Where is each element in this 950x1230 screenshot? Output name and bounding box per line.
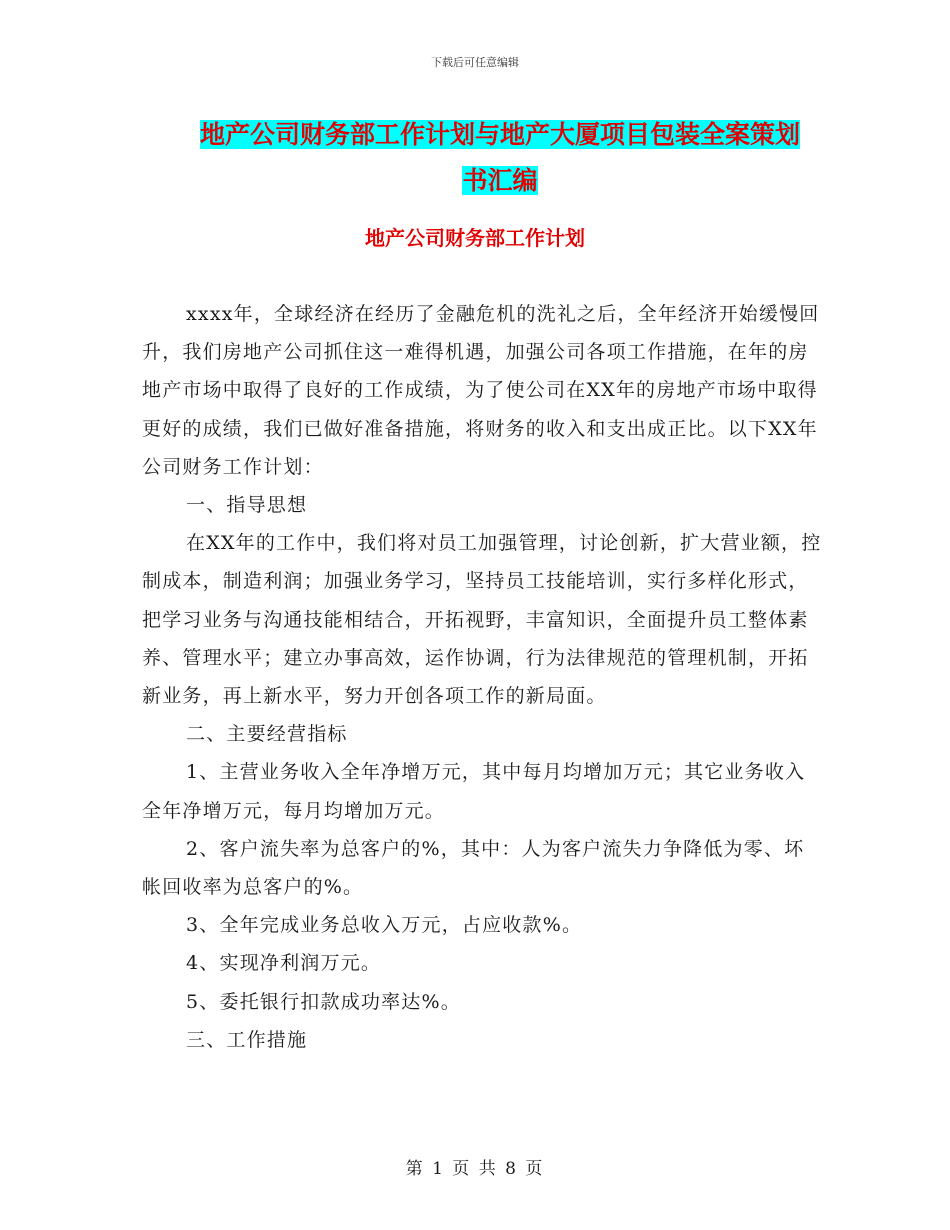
intro-paragraph: xxxx年，全球经济在经历了金融危机的洗礼之后，全年经济开始缓慢回升，我们房地产公司抓住这一难得机遇，加强公司各项工作措施，在年的房地产市场中取得了良好的工作成绩，为了使公司在XX年的房地产市场中取得更好的成绩，我们已做好准备措施，将财务的收入和支出成正比。以下XX年公司财务工作计划： bbox=[142, 303, 820, 478]
indicator-item-4: 4、实现净利润万元。 bbox=[186, 952, 382, 975]
header-note: 下载后可任意编辑 bbox=[431, 56, 519, 69]
body-text bbox=[142, 295, 822, 1059]
document-title-text: 地产公司财务部工作计划与地产大厦项目包装全案策划书汇编 bbox=[199, 120, 800, 195]
heading-main-indicators: 二、主要经营指标 bbox=[186, 723, 348, 746]
indicator-item-5: 5、委托银行扣款成功率达%。 bbox=[186, 990, 461, 1013]
document-title bbox=[190, 112, 810, 204]
indicator-item-3: 3、全年完成业务总收入万元，占应收款%。 bbox=[186, 914, 583, 937]
guiding-ideology-paragraph: 在XX年的工作中，我们将对员工加强管理，讨论创新，扩大营业额，控制成本，制造利润；加强业务学习，坚持员工技能培训，实行多样化形式，把学习业务与沟通技能相结合，开拓视野，丰富知识，全面提升员工整体素养、管理水平；建立办事高效，运作协调，行为法律规范的管理机制，开拓新业务，再上新水平，努力开创各项工作的新局面。 bbox=[142, 532, 822, 708]
indicator-item-2: 2、客户流失率为总客户的%，其中：人为客户流失力争降低为零、坏帐回收率为总客户的%。 bbox=[142, 837, 805, 899]
indicator-item-1: 1、主营业务收入全年净增万元，其中每月均增加万元；其它业务收入全年净增万元，每月均增加万元。 bbox=[142, 761, 806, 822]
heading-guiding-ideology: 一、指导思想 bbox=[186, 494, 308, 517]
page-footer: 第 1 页 共 8 页 bbox=[405, 1159, 545, 1179]
section-title: 地产公司财务部工作计划 bbox=[365, 226, 585, 250]
heading-work-measures: 三、工作措施 bbox=[186, 1028, 308, 1051]
